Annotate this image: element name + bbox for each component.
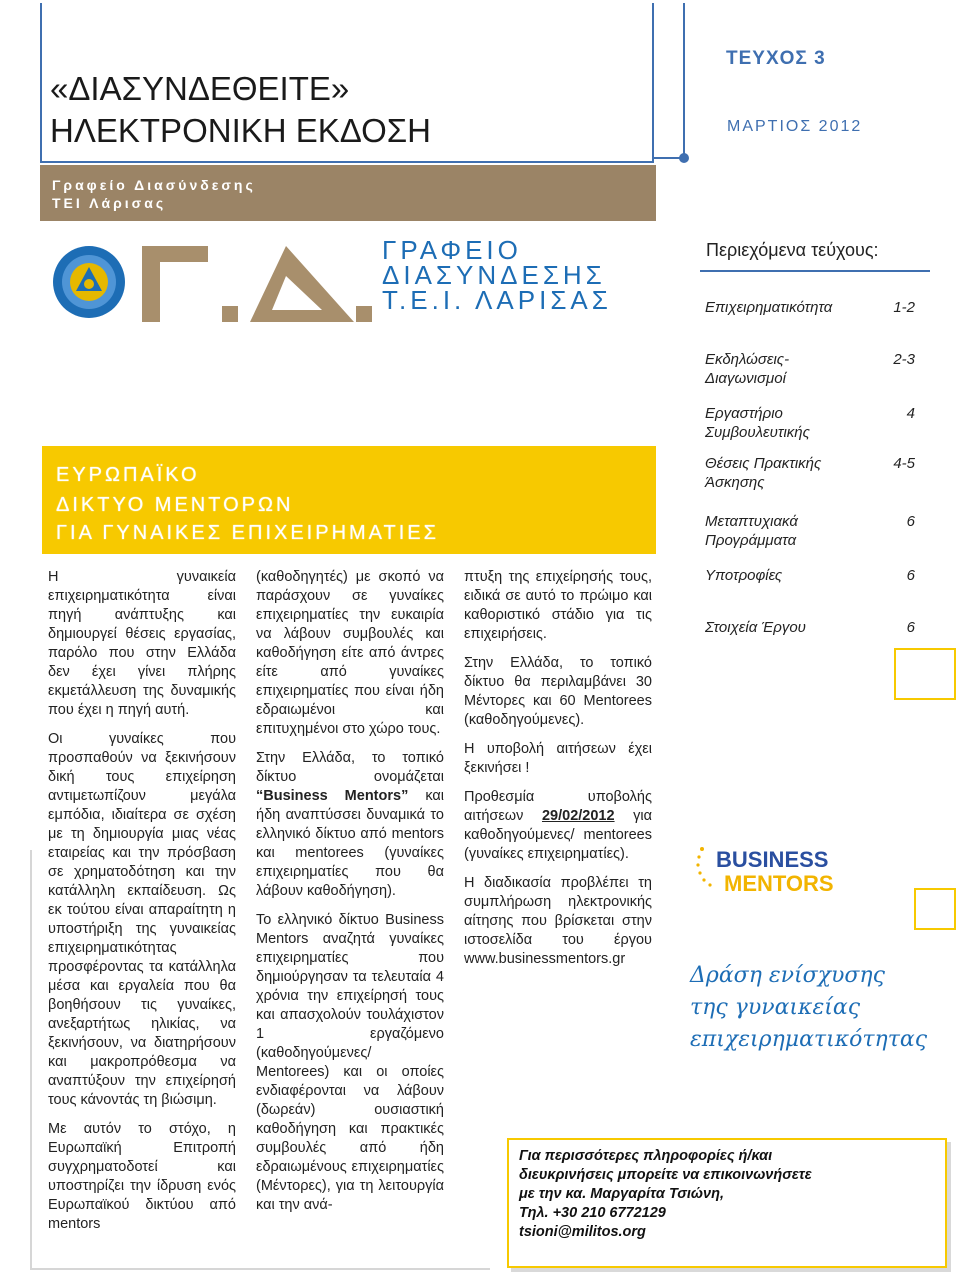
issue-month: ΜΑΡΤΙΟΣ 2012: [727, 118, 863, 135]
logo-wordmark: [382, 235, 642, 315]
toc-item-name: Μεταπτυχιακά Προγράμματα: [705, 513, 798, 549]
issue-number: ΤΕΥΧΟΣ 3: [726, 48, 826, 69]
toc-item-page: 6: [906, 619, 915, 636]
decorative-frame-line: [30, 1268, 490, 1270]
slogan-line-1: Δράση ενίσχυσης: [690, 963, 885, 988]
toc-item-name: Υποτροφίες: [705, 567, 783, 584]
bm-logo-line-2: MENTORS: [724, 871, 834, 896]
toc-item-name: Στοιχεία Έργου: [705, 619, 806, 636]
paragraph: Με αυτόν το στόχο, η Ευρωπαϊκή Επιτροπή συγχρηματοδοτεί και υποστηρίζει την ίδρυση ενός Ευρωπαϊκού δικτύου από mentors: [48, 1121, 236, 1232]
article-column-2: [256, 568, 444, 1225]
contact-line-3: με την κα. Μαργαρίτα Τσιώνη,: [519, 1186, 724, 1202]
contact-line-2: διευκρινήσεις μπορείτε να επικοινωνήσετε: [519, 1167, 812, 1183]
toc-heading-text: Περιεχόμενα τεύχους:: [706, 240, 879, 260]
logo-letters-gd: [138, 238, 374, 324]
contact-line-1: Για περισσότερες πληροφορίες ή/και: [519, 1148, 773, 1164]
article-column-1: [48, 568, 236, 1244]
newsletter-title: [50, 68, 610, 152]
title-line-1: «ΔΙΑΣΥΝΔΕΘΕΙΤΕ»: [50, 70, 350, 107]
logo-text-line-1: ΓΡΑΦΕΙΟ: [382, 235, 522, 265]
paragraph: [256, 749, 444, 901]
section-heading-line-1: ΕΥΡΩΠΑΪΚΟ: [56, 464, 200, 486]
paragraph-text: για καθοδηγούμενες/ mentorees (γυναίκες επιχειρηματίες).: [464, 808, 653, 862]
paragraph: (καθοδηγητές) με σκοπό να παράσχουν σε γυναίκες επιχειρηματίες την ευκαιρία να λάβουν συμβουλές και καθοδήγηση είτε από άντρες είτε από γυναίκες επιχειρηματίες που είναι ήδη εδραιωμένοι και επιτυχημένοι στο χώρο τους.: [256, 569, 444, 737]
business-mentors-logo: [694, 843, 858, 899]
paragraph: [464, 788, 652, 864]
section-heading-line-3: ΓΙΑ ΓΥΝΑΙΚΕΣ ΕΠΙΧΕΙΡΗΜΑΤΙΕΣ: [56, 522, 440, 544]
header-divider-dot: [679, 153, 689, 163]
paragraph-text: Προθεσμία υποβολής αιτήσεων: [464, 789, 652, 824]
paragraph-text: και ήδη αναπτύσσει δυναμικά το ελληνικό δίκτυο από mentors και mentorees (γυναίκες επιχειρηματίες που θα λάβουν καθοδήγηση).: [256, 788, 444, 899]
paragraph: Η διαδικασία προβλέπει τη συμπλήρωση ηλεκτρονικής αίτησης που βρίσκεται στην ιστοσελίδα του έργου www.businessmentors.gr: [464, 875, 652, 967]
toc-item-page: 4-5: [893, 455, 915, 472]
header-divider-vertical: [683, 3, 685, 155]
section-heading-box: [42, 446, 656, 554]
toc-item-page: 4: [906, 405, 915, 422]
toc-item-name: Θέσεις Πρακτικής Άσκησης: [705, 455, 822, 491]
contact-phone: Τηλ. +30 210 6772129: [519, 1205, 666, 1221]
decorative-square: [894, 648, 956, 700]
office-line-2: ΤΕΙ Λάρισας: [52, 195, 167, 211]
decorative-frame-line: [30, 850, 32, 1270]
toc-item-name: Επιχειρηματικότητα: [705, 299, 833, 316]
logo-text-line-3: Τ.Ε.Ι. ΛΑΡΙΣΑΣ: [382, 285, 612, 315]
office-line-1: Γραφείο Διασύνδεσης: [52, 177, 256, 193]
logo-text-line-2: ΔΙΑΣΥΝΔΕΣΗΣ: [382, 260, 606, 290]
decorative-square: [914, 888, 956, 930]
paragraph: Το ελληνικό δίκτυο Business Mentors αναζητά γυναίκες επιχειρηματίες που δημιούργησαν τα τελευταία 4 χρόνια την επιχείρησή τους και απασχολούν τουλάχιστον 1 εργαζόμενο (καθοδηγούμενες/ Mentorees) και οι οποίες ενδιαφέρονται να λάβουν (δωρεάν) ουσιαστική καθοδήγηση και πρακτικές συμβουλές από ήδη εδραιωμένους επιχειρηματίες (Μέντορες), για τη λειτουργία και την ανά-: [256, 912, 444, 1213]
paragraph: Η γυναικεία επιχειρηματικότητα είναι πηγή ανάπτυξης και δημιουργεί θέσεις εργασίας, παρόλο που στην Ελλάδα δεν έχει γίνει πλήρης εκμετάλλευση της δυναμικής που έχει η πηγή αυτή.: [48, 569, 236, 718]
paragraph: Η υποβολή αιτήσεων έχει ξεκινήσει !: [464, 741, 652, 776]
tei-emblem-icon: [52, 245, 126, 319]
toc-item-name: Εκδηλώσεις-Διαγωνισμοί: [705, 351, 790, 387]
paragraph: Οι γυναίκες που προσπαθούν να ξεκινήσουν δική τους επιχείρηση αντιμετωπίζουν μεγάλα εμπόδια, ιδιαίτερα σε σχέση με τη δημιουργία μιας νέας εταιρείας και την πρόσβαση σε χρηματοδότηση και την κατάλληλη εκπαίδευση. Ως εκ τούτου είναι απαραίτητη η υποστήριξη της γυναικείας επιχειρηματικότητας προσφέροντας τα κατάλληλα μέσα και εργαλεία που θα βοηθήσουν τις γυναίκες, ανεξαρτήτως ηλικίας, να ξεκινήσουν, να διατηρήσουν και μακροπρόθεσμα να αναπτύξουν την επιχείρησή τους κάνοντάς τη βιώσιμη.: [48, 731, 236, 1108]
business-mentors-name: “Business Mentors”: [256, 788, 409, 804]
contact-box: [507, 1138, 947, 1268]
slogan-line-2: της γυναικείας: [690, 995, 861, 1020]
office-banner: [40, 165, 656, 221]
slogan: [690, 960, 940, 1056]
toc-item-page: 2-3: [893, 351, 915, 368]
toc-item-page: 6: [906, 513, 915, 530]
title-line-2: ΗΛΕΚΤΡΟΝΙΚΗ ΕΚΔΟΣΗ: [50, 112, 432, 149]
bm-logo-line-1: BUSINESS: [716, 847, 829, 872]
toc-heading: [700, 230, 930, 272]
article-column-3: [464, 568, 652, 979]
slogan-line-3: επιχειρηματικότητας: [690, 1027, 928, 1052]
contact-email: tsioni@militos.org: [519, 1224, 646, 1240]
paragraph: πτυξη της επιχείρησής τους, ειδικά σε αυτό το πρώιμο και καθοριστικό στάδιο για τις επιχειρήσεις.: [464, 569, 652, 642]
toc-item-page: 6: [906, 567, 915, 584]
section-heading-line-2: ΔΙΚΤΥΟ ΜΕΝΤΟΡΩΝ: [56, 494, 294, 516]
paragraph-text: Στην Ελλάδα, το τοπικό δίκτυο ονομάζεται: [256, 750, 444, 785]
toc-item-page: 1-2: [893, 299, 915, 316]
deadline-date: 29/02/2012: [541, 808, 615, 824]
toc-item-name: Εργαστήριο Συμβουλευτικής: [705, 405, 810, 441]
paragraph: Στην Ελλάδα, το τοπικό δίκτυο θα περιλαμβάνει 30 Μέντορες και 60 Mentorees (καθοδηγούμενες).: [464, 655, 652, 728]
